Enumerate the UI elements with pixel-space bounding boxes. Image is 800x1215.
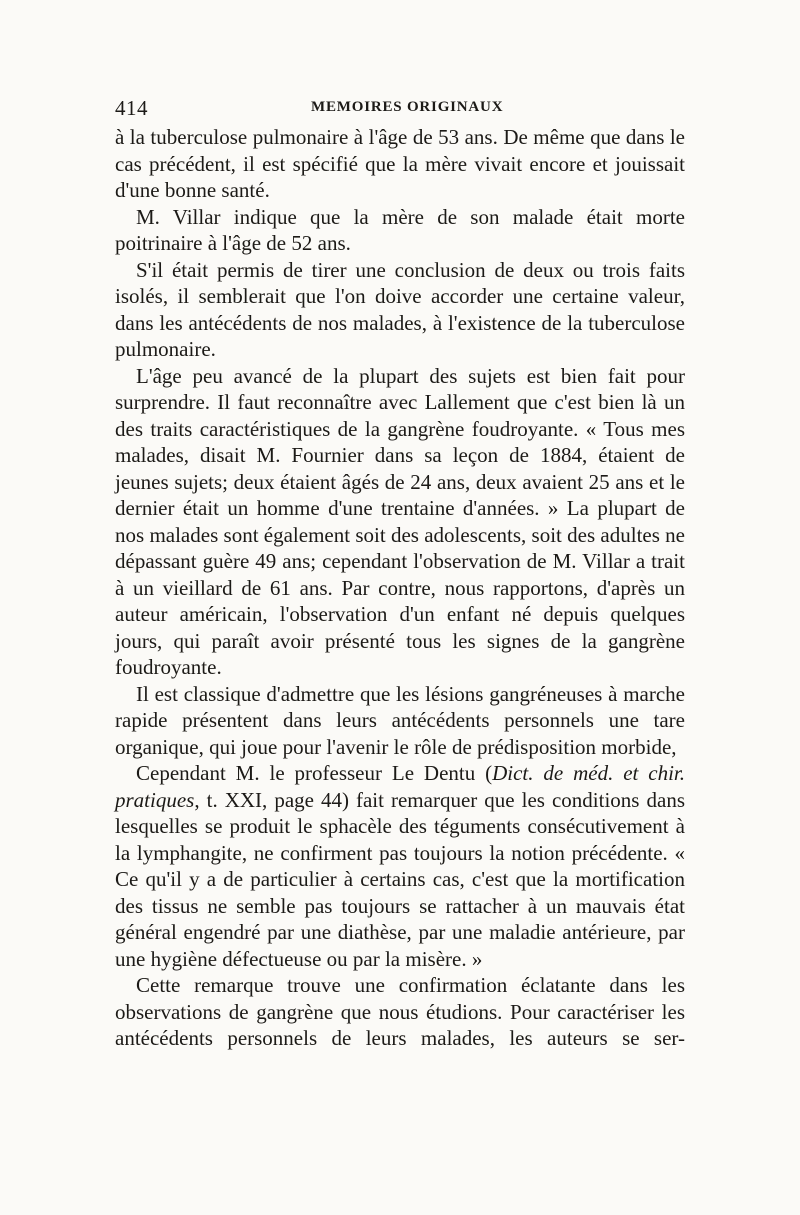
running-title: MEMOIRES ORIGINAUX (311, 99, 504, 115)
page-number: 414 (115, 96, 148, 120)
paragraph-le-dentu (115, 760, 685, 972)
paragraph-villar: M. Villar indique que la mère de son malade était morte poitrinaire à l'âge de 52 ans. (115, 204, 685, 255)
reference-title: Dict. de méd. et chir. pratiques (115, 761, 686, 812)
paragraph-classic-lesions: Il est classique d'admettre que les lésions gangréneuses à marche rapide présentent dans leurs antécédents personnels une tare organique, qui joue pour l'avenir le rôle de prédisposition morbide, (115, 681, 685, 759)
paragraph-age: L'âge peu avancé de la plupart des sujets est bien fait pour surprendre. Il faut reconnaître avec Lallement que c'est bien là un des traits caractéristiques de la gangrène foudroyante. « Tous mes malades, disait M. Fournier dans sa leçon de 1884, étaient de jeunes sujets; deux étaient âgés de 24 ans, deux avaient 25 ans et le dernier était un homme d'une trentaine d'années. » La plupart de nos malades sont également soit des adolescents, soit des adultes ne dépassant guère 49 ans; cependant l'observation de M. Villar a trait à un vieillard de 61 ans. Par contre, nous rapportons, d'après un auteur américain, l'observation d'un enfant né depuis quelques jours, qui paraît avoir présenté tous les signes de la gangrène foudroyante. (115, 363, 685, 679)
le-dentu-text-end: , t. XXI, page 44) fait remarquer que les conditions dans lesquelles se produit le sphacèle des téguments consécutivement à la lymphangite, ne confirment pas toujours la notion précédente. « Ce qu'il y a de particulier à certains cas, c'est que la mortification des tissus ne semble pas toujours se rattacher à un mauvais état général engendré par une diathèse, par une maladie antérieure, par une hygiène défectueuse ou par la misère. » (115, 787, 685, 971)
page-header (115, 96, 685, 126)
le-dentu-text-start: Cependant M. le professeur Le Dentu ( (136, 761, 493, 785)
paragraph-confirmation: Cette remarque trouve une confirmation éclatante dans les observations de gangrène que nous étudions. Pour caractériser les antécédents personnels de leurs malades, les auteurs se ser- (115, 973, 685, 1050)
paragraph-continuation: à la tuberculose pulmonaire à l'âge de 53 ans. De même que dans le cas précédent, il est spécifié que la mère vivait encore et jouissait d'une bonne santé. (115, 125, 685, 202)
paragraph-tuberculosis-conclusion: S'il était permis de tirer une conclusion de deux ou trois faits isolés, il semblerait que l'on doive accorder une certaine valeur, dans les antécédents de nos malades, à l'existence de la tuberculose pulmonaire. (115, 257, 685, 361)
body-text (115, 124, 685, 1052)
